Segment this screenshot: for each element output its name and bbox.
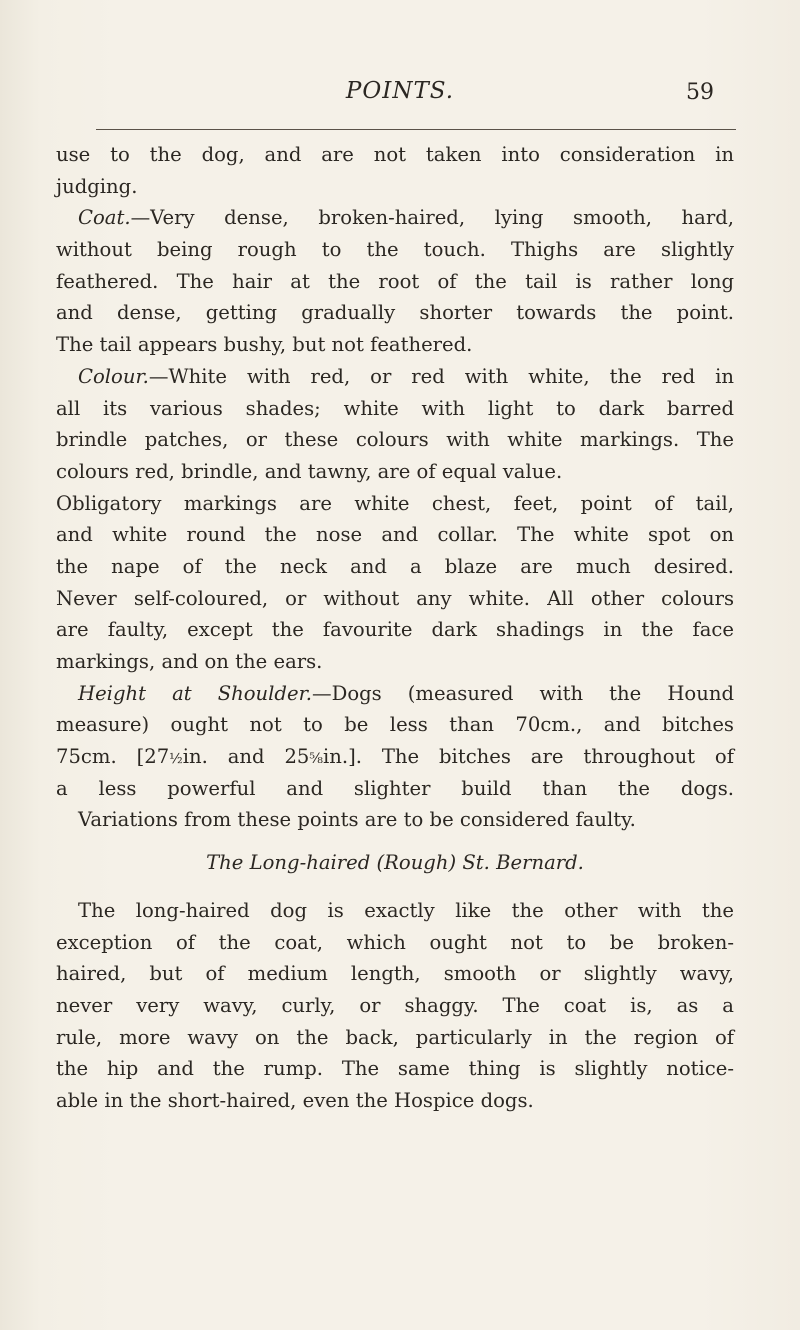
header-rule bbox=[96, 129, 736, 130]
text-line: —Dogs (measured with the Hound bbox=[312, 681, 734, 705]
text-line: The tail appears bushy, but not feathered. bbox=[56, 333, 473, 357]
measurement-line bbox=[56, 741, 734, 773]
fraction: ⅝ bbox=[309, 751, 323, 768]
text-line: use to the dog, and are not taken into consideration in bbox=[56, 143, 734, 166]
text-line: Variations from these points are to be considered faulty. bbox=[78, 808, 636, 832]
text-line: never very wavy, curly, or shaggy. The coat is, as a bbox=[56, 993, 734, 1017]
height-heading: Height at Shoulder. bbox=[78, 681, 313, 705]
text-line: rule, more wavy on the back, particularly in the region of bbox=[56, 1025, 734, 1049]
coat-heading: Coat. bbox=[78, 206, 131, 230]
text-line: and white round the nose and collar. The white spot on bbox=[56, 523, 734, 547]
text-line: judging. bbox=[56, 174, 138, 198]
text-fragment: in.]. The bitches are throughout of bbox=[322, 745, 734, 769]
body-text bbox=[56, 139, 734, 1117]
text-line: exception of the coat, which ought not to be broken- bbox=[56, 930, 734, 954]
text-line: a less powerful and slighter build than the dogs. bbox=[56, 776, 734, 800]
text-line: colours red, brindle, and tawny, are of equal value. bbox=[56, 459, 563, 483]
section-heading: The Long-haired (Rough) St. Bernard. bbox=[206, 851, 584, 875]
height-paragraph-start bbox=[56, 678, 734, 710]
coat-paragraph-start bbox=[56, 202, 734, 234]
text-line: without being rough to the touch. Thighs are slightly bbox=[56, 238, 734, 262]
text-line: the hip and the rump. The same thing is slightly notice- bbox=[56, 1057, 734, 1081]
page-number: 59 bbox=[686, 80, 714, 105]
text-line: Never self-coloured, or without any white. All other colours bbox=[56, 586, 734, 610]
text-line: markings, and on the ears. bbox=[56, 650, 323, 673]
text-line: haired, but of medium length, smooth or slightly wavy, bbox=[56, 962, 734, 986]
text-line: The long-haired dog is exactly like the other with the bbox=[78, 898, 734, 922]
text-line: —White with red, or red with white, the red in bbox=[148, 364, 734, 388]
text-line: Obligatory markings are white chest, feet, point of tail, bbox=[56, 491, 734, 515]
running-head bbox=[0, 78, 800, 118]
colour-heading: Colour. bbox=[78, 364, 149, 388]
text-line: measure) ought not to be less than 70cm., and bitches bbox=[56, 713, 734, 737]
text-fragment: in. and 25 bbox=[182, 745, 310, 769]
text-line: able in the short-haired, even the Hospice dogs. bbox=[56, 1088, 534, 1112]
text-line: the nape of the neck and a blaze are much desired. bbox=[56, 554, 734, 578]
text-line: feathered. The hair at the root of the tail is rather long bbox=[56, 269, 734, 293]
text-fragment: 75cm. [27 bbox=[56, 745, 170, 769]
text-line: —Very dense, broken-haired, lying smooth, hard, bbox=[130, 206, 734, 230]
text-line: brindle patches, or these colours with white markings. The bbox=[56, 428, 734, 452]
colour-paragraph-start bbox=[56, 361, 734, 393]
text-line: are faulty, except the favourite dark shadings in the face bbox=[56, 618, 734, 642]
fraction: ½ bbox=[169, 751, 183, 768]
text-line: and dense, getting gradually shorter towards the point. bbox=[56, 301, 734, 325]
text-line: all its various shades; white with light to dark barred bbox=[56, 396, 734, 420]
running-title: POINTS. bbox=[345, 78, 455, 104]
